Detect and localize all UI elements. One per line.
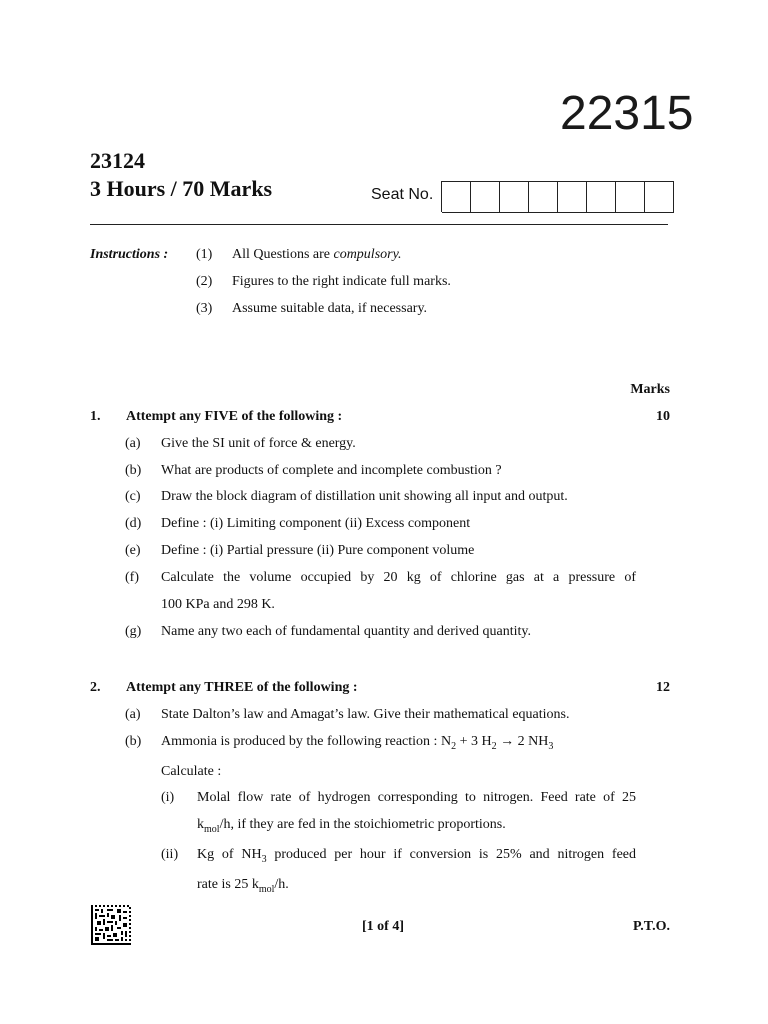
sub-question-label: (c) (125, 489, 141, 504)
instructions-label: Instructions : (90, 247, 169, 262)
seat-box[interactable] (529, 181, 558, 213)
roman-item-label: (ii) (161, 847, 179, 862)
roman-item-label: (i) (161, 790, 175, 805)
sub-question-text: Name any two each of fundamental quantity and derived quantity. (161, 624, 531, 639)
instruction-emphasis: compulsory. (333, 247, 402, 262)
marks-column-heading: Marks (630, 382, 670, 397)
seat-box[interactable] (471, 181, 500, 213)
sub-question-text: Draw the block diagram of distillation unit showing all input and output. (161, 489, 568, 504)
roman-item-text-continued: $k_{mol}/h$, if they are fed in the stoichiometric proportions. (197, 817, 506, 835)
question-title: Attempt any THREE of the following : (126, 680, 358, 695)
seat-box[interactable] (616, 181, 645, 213)
seat-number-boxes[interactable] (441, 181, 674, 212)
sub-question-label: (g) (125, 624, 142, 639)
calculate-label: Calculate : (161, 764, 222, 779)
seat-box[interactable] (587, 181, 616, 213)
please-turn-over: P.T.O. (633, 919, 670, 934)
sub-question-text: Define : (i) Partial pressure (ii) Pure component volume (161, 543, 475, 558)
seat-number-label: Seat No. (371, 186, 434, 203)
sub-question-label: (a) (125, 707, 141, 722)
duration-marks: 3 Hours / 70 Marks (90, 176, 273, 201)
sub-question-label: (f) (125, 570, 139, 585)
sub-question-label: (a) (125, 436, 141, 451)
seat-box[interactable] (442, 181, 471, 213)
roman-item-text-continued: rate is 25 $k_{mol}/h$. (197, 877, 289, 895)
roman-item-text: Kg of $NH_3$ produced per hour if conversion is 25% and nitrogen feed (197, 847, 636, 865)
instruction-number: (3) (196, 301, 213, 316)
instruction-text: All Questions are compulsory. (232, 247, 402, 262)
seat-box[interactable] (558, 181, 587, 213)
header-divider (90, 224, 668, 225)
datamatrix-barcode-icon (91, 905, 131, 945)
sub-question-text: Define : (i) Limiting component (ii) Excess component (161, 516, 471, 531)
sub-question-text: State Dalton’s law and Amagat’s law. Give their mathematical equations. (161, 707, 570, 722)
paper-code: 23124 (90, 148, 145, 173)
instruction-number: (1) (196, 247, 213, 262)
question-marks: 12 (656, 680, 670, 695)
sub-question-label: (b) (125, 463, 142, 478)
sub-question-text-continued: 100 KPa and 298 K. (161, 597, 275, 612)
sub-question-text: Calculate the volume occupied by 20 kg of chlorine gas at a pressure of (161, 570, 636, 585)
sub-question-label: (e) (125, 543, 141, 558)
question-number: 1. (90, 409, 101, 424)
question-number: 2. (90, 680, 101, 695)
question-title: Attempt any FIVE of the following : (126, 409, 343, 424)
instruction-number: (2) (196, 274, 213, 289)
reaction-statement: Ammonia is produced by the following reaction : $N_2 + 3$ $H_2 \to 2$ $NH_3$ (161, 734, 554, 752)
seat-box[interactable] (500, 181, 529, 213)
sub-question-text: Give the SI unit of force & energy. (161, 436, 356, 451)
sub-question-label: (b) (125, 734, 142, 749)
instruction-text: Assume suitable data, if necessary. (232, 301, 428, 316)
seat-box[interactable] (645, 181, 674, 213)
instruction-text: Figures to the right indicate full marks. (232, 274, 451, 289)
question-marks: 10 (656, 409, 670, 424)
sub-question-label: (d) (125, 516, 142, 531)
page-number: [1 of 4] (362, 919, 404, 934)
roman-item-text: Molal flow rate of hydrogen corresponding to nitrogen. Feed rate of 25 (197, 790, 636, 805)
subject-code: 22315 (560, 87, 694, 140)
sub-question-text: What are products of complete and incomplete combustion ? (161, 463, 502, 478)
